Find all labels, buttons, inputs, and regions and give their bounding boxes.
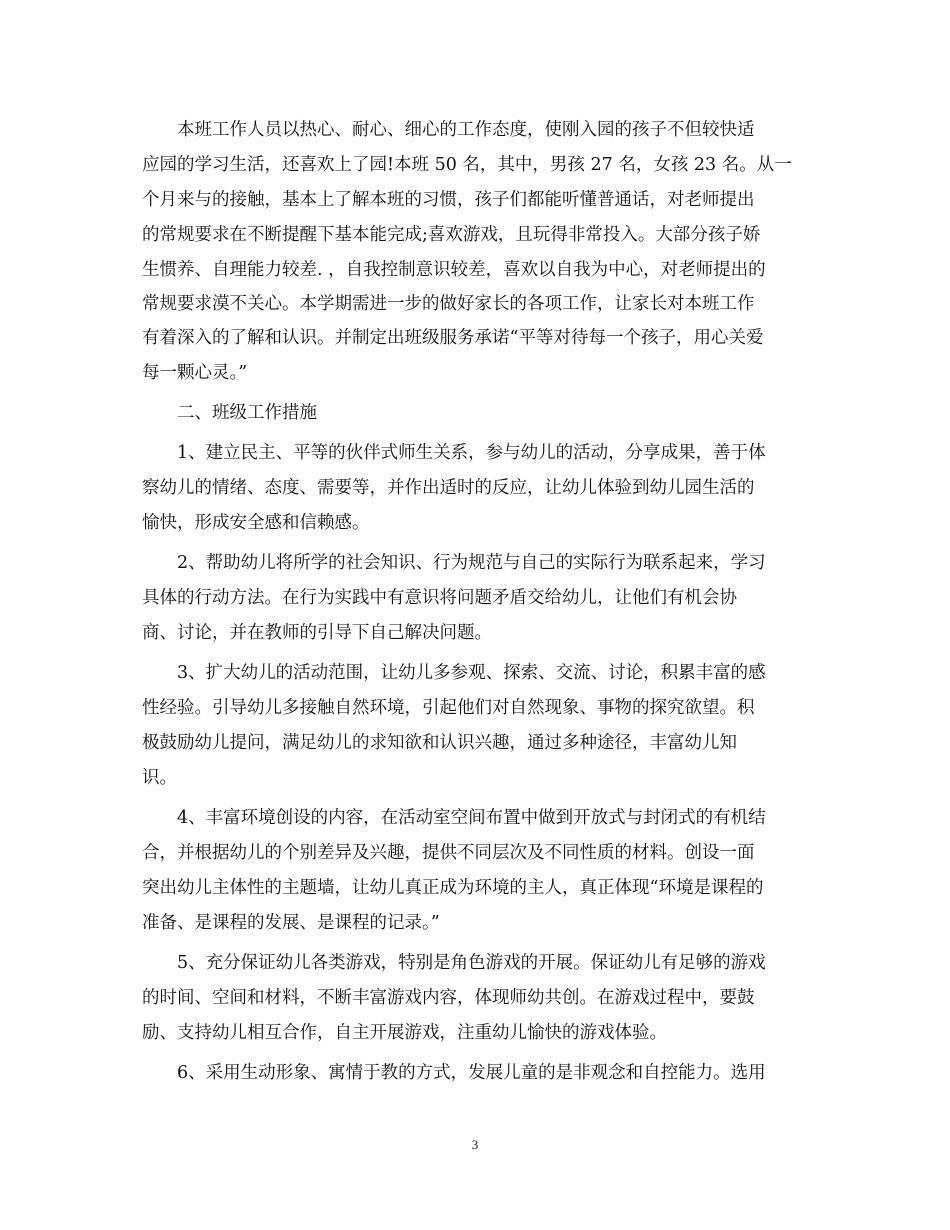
paragraph-first-line: 1、建立民主、平等的伙伴式师生关系，参与幼儿的活动，分享成果，善于体: [177, 443, 766, 463]
paragraph-first-line: 二、班级工作措施: [177, 403, 317, 423]
paragraph-first-line: 6、采用生动形象、寓情于教的方式，发展儿童的是非观念和自控能力。选用: [177, 1063, 766, 1083]
text-line: 有着深入的了解和认识。并制定出班级服务承诺“平等对待每一个孩子，用心关爱: [142, 328, 764, 348]
text-line: 生惯养、自理能力较差. ，自我控制意识较差，喜欢以自我为中心，对老师提出的: [142, 260, 766, 280]
text-line: 合，并根据幼儿的个别差异及兴趣，提供不同层次及不同性质的材料。创设一面: [142, 843, 755, 863]
text-line: 常规要求漠不关心。本学期需进一步的做好家长的各项工作，让家长对本班工作: [142, 294, 755, 314]
paragraph-first-line: 3、扩大幼儿的活动范围，让幼儿多参观、探索、交流、讨论，积累丰富的感: [177, 663, 766, 683]
text-line: 愉快，形成安全感和信赖感。: [142, 513, 370, 533]
text-line: 极鼓励幼儿提问，满足幼儿的求知欲和认识兴趣，通过多种途径，丰富幼儿知: [142, 733, 737, 753]
text-line: 识。: [142, 768, 177, 788]
text-line: 的时间、空间和材料，不断丰富游戏内容，体现师幼共创。在游戏过程中，要鼓: [142, 988, 755, 1008]
text-line: 察幼儿的情绪、态度、需要等，并作出适时的反应，让幼儿体验到幼儿园生活的: [142, 478, 755, 498]
text-line: 具体的行动方法。在行为实践中有意识将问题矛盾交给幼儿，让他们有机会协: [142, 588, 737, 608]
paragraph-first-line: 本班工作人员以热心、耐心、细心的工作态度，使刚入园的孩子不但较快适: [177, 120, 755, 140]
text-line: 励、支持幼儿相互合作，自主开展游戏，注重幼儿愉快的游戏体验。: [142, 1023, 667, 1043]
text-line: 突出幼儿主体性的主题墙，让幼儿真正成为环境的主人，真正体现“环境是课程的: [142, 878, 764, 898]
paragraph-first-line: 4、丰富环境创设的内容，在活动室空间布置中做到开放式与封闭式的有机结: [177, 808, 766, 828]
text-line: 准备、是课程的发展、是课程的记录。”: [142, 913, 440, 933]
text-line: 应园的学习生活，还喜欢上了园!本班 50 名，其中，男孩 27 名，女孩 23 名。从一: [142, 155, 792, 175]
text-line: 商、讨论，并在教师的引导下自己解决问题。: [142, 623, 492, 643]
text-line: 的常规要求在不断提醒下基本能完成;喜欢游戏，且玩得非常投入。大部分孩子娇: [142, 225, 761, 245]
page-number: 3: [471, 1137, 479, 1152]
paragraph-first-line: 2、帮助幼儿将所学的社会知识、行为规范与自己的实际行为联系起来，学习: [177, 553, 766, 573]
text-line: 个月来与的接触，基本上了解本班的习惯，孩子们都能听懂普通话，对老师提出: [142, 190, 755, 210]
text-line: 每一颗心灵。”: [142, 363, 248, 383]
paragraph-first-line: 5、充分保证幼儿各类游戏，特别是角色游戏的开展。保证幼儿有足够的游戏: [177, 953, 766, 973]
text-line: 性经验。引导幼儿多接触自然环境，引起他们对自然现象、事物的探究欲望。积: [142, 698, 755, 718]
